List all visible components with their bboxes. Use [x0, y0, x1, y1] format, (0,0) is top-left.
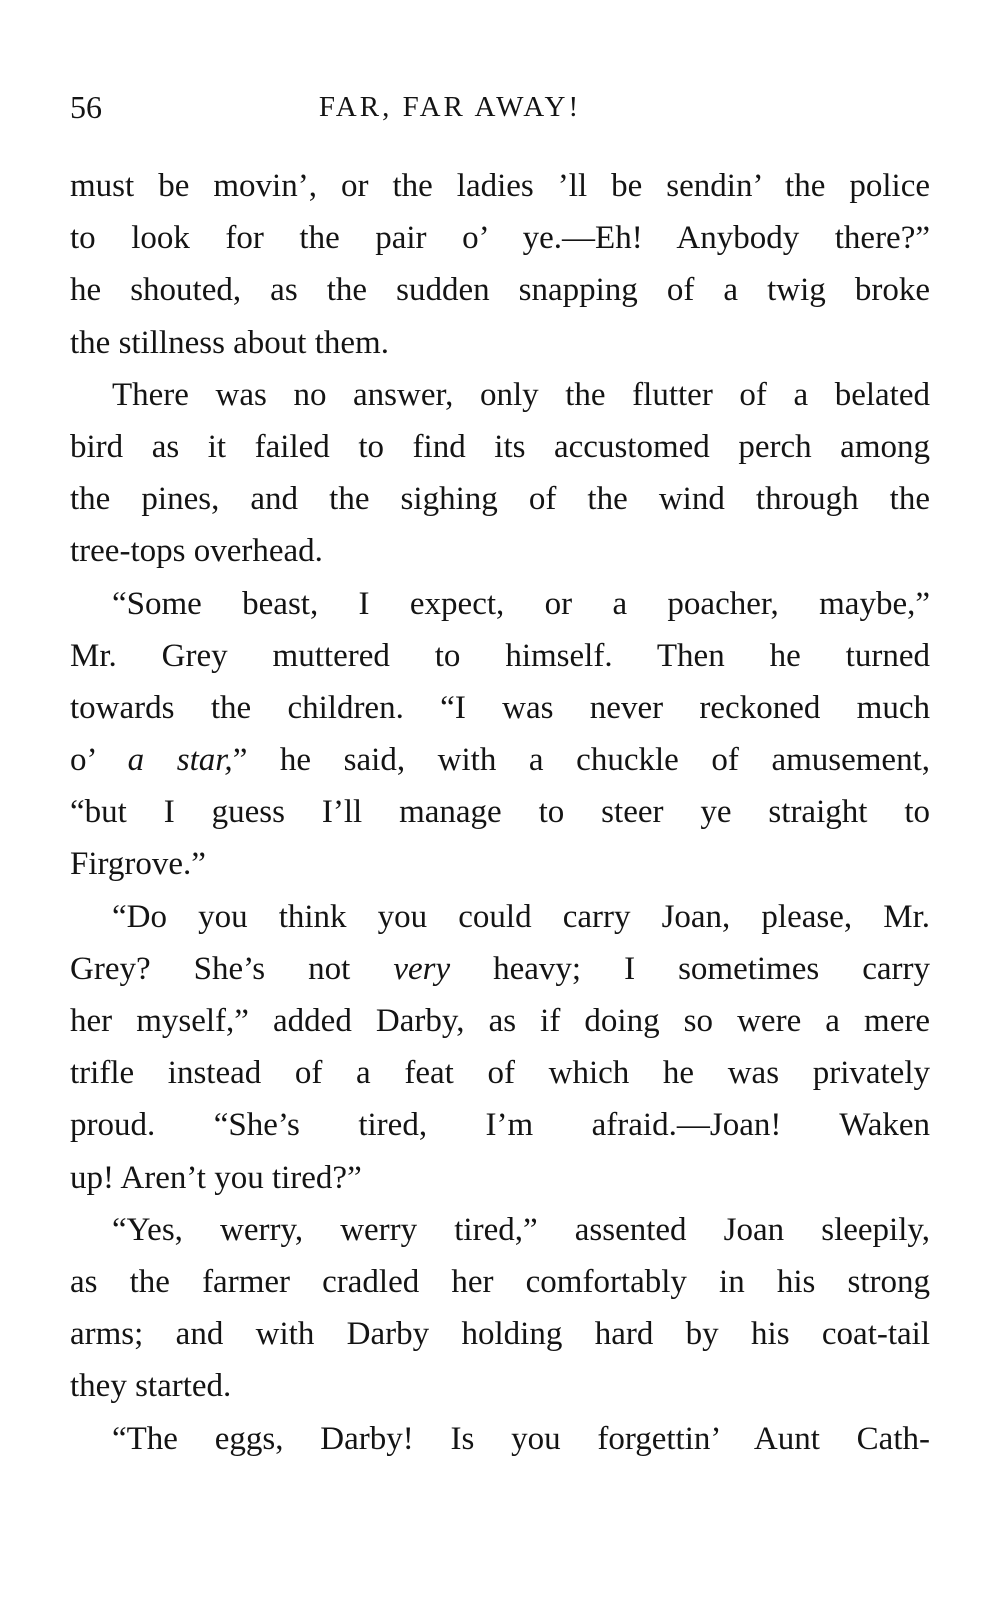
text-line: as the farmer cradled her comfortably in his strong	[70, 1263, 930, 1300]
text-line: Mr. Grey muttered to himself. Then he turned	[70, 637, 930, 674]
text-line: “Do you think you could carry Joan, please, Mr.	[112, 898, 930, 935]
text-line: her myself,” added Darby, as if doing so were a mere	[70, 1003, 930, 1039]
italic-emphasis: very	[393, 950, 451, 987]
body-text	[70, 160, 930, 1465]
running-title: FAR, FAR AWAY!	[318, 91, 582, 123]
text-line: “Yes, werry, werry tired,” assented Joan sleepily,	[112, 1211, 930, 1248]
text-line: “Some beast, I expect, or a poacher, maybe,”	[112, 585, 930, 622]
italic-emphasis: a star,	[127, 742, 233, 779]
paragraph	[70, 369, 930, 578]
text-line-with-italic: o’ a star,” he said, with a chuckle of amusement,	[70, 742, 930, 779]
paragraph	[70, 1204, 930, 1413]
text-line: bird as it failed to find its accustomed perch among	[70, 428, 930, 465]
text-line: towards the children. “I was never reckoned much	[70, 689, 930, 726]
text-line: “but I guess I’ll manage to steer ye straight to	[70, 794, 930, 831]
text-line: proud. “She’s tired, I’m afraid.—Joan! Waken	[70, 1107, 930, 1144]
text-line: trifle instead of a feat of which he was privately	[70, 1055, 930, 1092]
text-line: he shouted, as the sudden snapping of a twig broke	[70, 272, 930, 309]
paragraph	[70, 578, 930, 891]
text-line: “The eggs, Darby! Is you forgettin’ Aunt Cath-	[112, 1420, 930, 1457]
text-line: the stillness about them.	[70, 324, 389, 361]
text-line: arms; and with Darby holding hard by his coat-tail	[70, 1316, 930, 1353]
text-line: they started.	[70, 1368, 232, 1405]
running-header	[70, 84, 930, 130]
paragraph	[70, 160, 930, 369]
text-line: to look for the pair o’ ye.—Eh! Anybody there?”	[70, 220, 930, 257]
text-line: tree-tops overhead.	[70, 533, 323, 570]
paragraph	[70, 1413, 930, 1465]
text-line: up! Aren’t you tired?”	[70, 1159, 362, 1196]
text-line-with-italic: Grey? She’s not very heavy; I sometimes carry	[70, 950, 930, 987]
text-line: There was no answer, only the flutter of a belated	[112, 376, 930, 413]
page-number: 56	[70, 89, 102, 125]
text-line: Firgrove.”	[70, 846, 206, 883]
text-line: must be movin’, or the ladies ’ll be sendin’ the police	[70, 168, 930, 204]
paragraph	[70, 891, 930, 1204]
text-line: the pines, and the sighing of the wind through the	[70, 481, 930, 518]
